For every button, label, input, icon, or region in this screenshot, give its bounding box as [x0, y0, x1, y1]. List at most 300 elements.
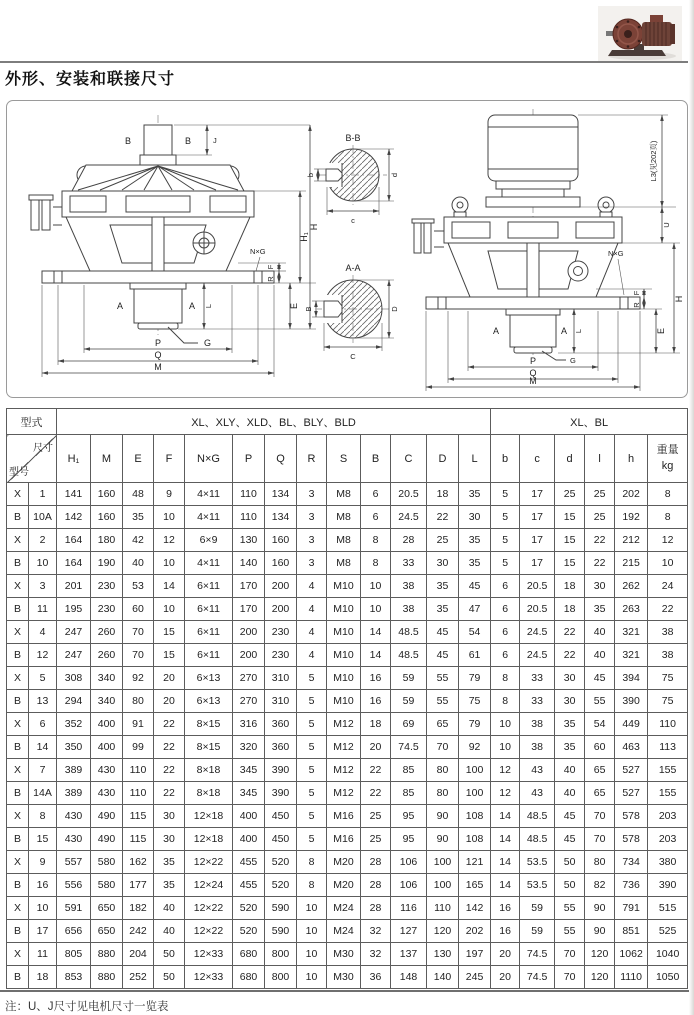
value-cell: 38 — [648, 621, 688, 644]
value-cell: 48 — [123, 483, 154, 506]
value-cell: 5 — [297, 782, 327, 805]
table-row — [7, 920, 688, 943]
value-cell: 48.5 — [520, 805, 555, 828]
section-title-bb: B-B — [345, 133, 361, 143]
value-cell: 200 — [233, 644, 265, 667]
value-cell: 263 — [615, 598, 648, 621]
value-cell: 390 — [265, 782, 297, 805]
table-row — [7, 782, 688, 805]
value-cell: 28 — [391, 529, 427, 552]
group-header-xlbl: XL、BL — [491, 409, 688, 435]
value-cell: 390 — [265, 759, 297, 782]
value-cell: M12 — [327, 713, 361, 736]
value-cell: 400 — [233, 828, 265, 851]
value-cell: 590 — [265, 897, 297, 920]
column-header-11: D — [427, 435, 459, 483]
series-cell: B — [7, 690, 29, 713]
value-cell: 59 — [520, 897, 555, 920]
value-cell: 92 — [459, 736, 491, 759]
value-cell: 6 — [491, 575, 520, 598]
value-cell: M8 — [327, 506, 361, 529]
value-cell: 10 — [297, 920, 327, 943]
size-cell: 14A — [29, 782, 57, 805]
value-cell: 120 — [585, 966, 615, 989]
value-cell: 30 — [154, 805, 185, 828]
value-cell: 1110 — [615, 966, 648, 989]
value-cell: 3 — [297, 552, 327, 575]
value-cell: M20 — [327, 874, 361, 897]
value-cell: 30 — [154, 828, 185, 851]
series-cell: B — [7, 874, 29, 897]
value-cell: 200 — [265, 598, 297, 621]
left-elevation-view — [29, 115, 319, 377]
value-cell: 38 — [520, 713, 555, 736]
dim-label-E: E — [656, 327, 666, 335]
value-cell: M10 — [327, 598, 361, 621]
value-cell: 55 — [555, 897, 585, 920]
value-cell: 53 — [123, 575, 154, 598]
value-cell: 8 — [648, 506, 688, 529]
table-row — [7, 575, 688, 598]
value-cell: 95 — [391, 805, 427, 828]
value-cell: 316 — [233, 713, 265, 736]
dim-label-F: F — [266, 264, 275, 270]
value-cell: 195 — [57, 598, 91, 621]
section-title-aa: A-A — [345, 263, 361, 273]
value-cell: 38 — [648, 644, 688, 667]
value-cell: 110 — [233, 506, 265, 529]
value-cell: M10 — [327, 621, 361, 644]
table-body — [7, 483, 688, 989]
value-cell: 15 — [555, 529, 585, 552]
dim-label-U: U — [662, 222, 671, 228]
value-cell: 394 — [615, 667, 648, 690]
value-cell: M8 — [327, 552, 361, 575]
weight-header — [648, 435, 688, 483]
value-cell: 321 — [615, 621, 648, 644]
group-header-main: XL、XLY、XLD、BL、BLY、BLD — [57, 409, 491, 435]
value-cell: 50 — [154, 966, 185, 989]
value-cell: 197 — [459, 943, 491, 966]
value-cell: M10 — [327, 644, 361, 667]
value-cell: 70 — [123, 644, 154, 667]
value-cell: 60 — [585, 736, 615, 759]
value-cell: 43 — [520, 782, 555, 805]
value-cell: 79 — [459, 713, 491, 736]
value-cell: 100 — [459, 759, 491, 782]
value-cell: M24 — [327, 897, 361, 920]
value-cell: 148 — [391, 966, 427, 989]
size-cell: 6 — [29, 713, 57, 736]
value-cell: 25 — [427, 529, 459, 552]
value-cell: 16 — [361, 667, 391, 690]
value-cell: 74.5 — [520, 943, 555, 966]
value-cell: 22 — [154, 736, 185, 759]
value-cell: 142 — [57, 506, 91, 529]
value-cell: 360 — [265, 713, 297, 736]
dim-label-P: P — [154, 338, 162, 348]
dim-label-L: L — [574, 328, 583, 334]
value-cell: 40 — [555, 759, 585, 782]
value-cell: 32 — [361, 943, 391, 966]
value-cell: 430 — [57, 805, 91, 828]
value-cell: 40 — [585, 644, 615, 667]
value-cell: 8 — [361, 529, 391, 552]
value-cell: 5 — [297, 805, 327, 828]
value-cell: 200 — [265, 575, 297, 598]
column-header-15: d — [555, 435, 585, 483]
value-cell: 190 — [91, 552, 123, 575]
value-cell: 35 — [427, 575, 459, 598]
value-cell: 791 — [615, 897, 648, 920]
value-cell: 25 — [555, 483, 585, 506]
corner-cell — [7, 435, 57, 483]
corner-size-label: 尺寸 — [33, 443, 53, 454]
value-cell: 18 — [427, 483, 459, 506]
value-cell: 45 — [427, 644, 459, 667]
value-cell: 260 — [91, 621, 123, 644]
value-cell: 130 — [427, 943, 459, 966]
value-cell: 17 — [520, 483, 555, 506]
value-cell: M24 — [327, 920, 361, 943]
dim-label-R: R — [266, 276, 275, 282]
value-cell: 527 — [615, 759, 648, 782]
value-cell: 6×13 — [185, 667, 233, 690]
value-cell: 18 — [555, 598, 585, 621]
value-cell: 12 — [648, 529, 688, 552]
size-cell: 11 — [29, 943, 57, 966]
value-cell: 400 — [91, 713, 123, 736]
value-cell: 38 — [391, 575, 427, 598]
value-cell: 90 — [427, 828, 459, 851]
value-cell: 33 — [391, 552, 427, 575]
value-cell: 203 — [648, 828, 688, 851]
size-cell: 8 — [29, 805, 57, 828]
size-cell: 15 — [29, 828, 57, 851]
value-cell: 20 — [154, 690, 185, 713]
value-cell: 6 — [361, 506, 391, 529]
value-cell: 650 — [91, 920, 123, 943]
value-cell: 54 — [459, 621, 491, 644]
size-cell: 11 — [29, 598, 57, 621]
value-cell: 162 — [123, 851, 154, 874]
value-cell: 10 — [297, 966, 327, 989]
value-cell: 345 — [233, 782, 265, 805]
value-cell: 880 — [91, 966, 123, 989]
page-title: 外形、安装和联接尺寸 — [5, 71, 176, 88]
value-cell: 90 — [585, 897, 615, 920]
value-cell: 170 — [233, 575, 265, 598]
value-cell: 120 — [585, 943, 615, 966]
value-cell: 22 — [361, 759, 391, 782]
value-cell: 140 — [427, 966, 459, 989]
value-cell: 160 — [265, 552, 297, 575]
value-cell: 389 — [57, 782, 91, 805]
dim-label-B: B — [124, 136, 132, 146]
value-cell: 10 — [648, 552, 688, 575]
value-cell: 192 — [615, 506, 648, 529]
value-cell: 134 — [265, 483, 297, 506]
value-cell: 10 — [154, 598, 185, 621]
value-cell: 40 — [154, 920, 185, 943]
table-row — [7, 506, 688, 529]
value-cell: 10 — [361, 575, 391, 598]
value-cell: 22 — [585, 529, 615, 552]
series-cell: B — [7, 644, 29, 667]
value-cell: 108 — [459, 828, 491, 851]
value-cell: 8×18 — [185, 759, 233, 782]
value-cell: 320 — [233, 736, 265, 759]
series-cell: X — [7, 713, 29, 736]
value-cell: 45 — [427, 621, 459, 644]
value-cell: 252 — [123, 966, 154, 989]
value-cell: 16 — [491, 920, 520, 943]
series-cell: X — [7, 851, 29, 874]
value-cell: 35 — [459, 552, 491, 575]
table-row — [7, 598, 688, 621]
value-cell: 352 — [57, 713, 91, 736]
value-cell: 557 — [57, 851, 91, 874]
value-cell: 6 — [361, 483, 391, 506]
value-cell: 14 — [491, 828, 520, 851]
value-cell: 80 — [427, 782, 459, 805]
value-cell: 164 — [57, 529, 91, 552]
value-cell: 490 — [91, 805, 123, 828]
value-cell: 70 — [427, 736, 459, 759]
dim-label-H: H — [674, 295, 684, 303]
value-cell: 520 — [265, 851, 297, 874]
value-cell: 800 — [265, 943, 297, 966]
table-row — [7, 690, 688, 713]
corner-model-label: 型号 — [9, 467, 29, 478]
value-cell: 20.5 — [520, 598, 555, 621]
dim-label-C: C — [350, 352, 356, 361]
value-cell: 45 — [555, 805, 585, 828]
value-cell: 160 — [91, 506, 123, 529]
value-cell: 12×33 — [185, 966, 233, 989]
value-cell: 202 — [615, 483, 648, 506]
value-cell: 106 — [391, 851, 427, 874]
value-cell: M16 — [327, 805, 361, 828]
value-cell: 142 — [459, 897, 491, 920]
value-cell: 160 — [265, 529, 297, 552]
value-cell: 800 — [265, 966, 297, 989]
value-cell: 165 — [459, 874, 491, 897]
value-cell: 92 — [123, 667, 154, 690]
value-cell: 8 — [648, 483, 688, 506]
value-cell: 400 — [91, 736, 123, 759]
column-header-2: E — [123, 435, 154, 483]
value-cell: 90 — [585, 920, 615, 943]
value-cell: 851 — [615, 920, 648, 943]
value-cell: 17 — [520, 506, 555, 529]
value-cell: 95 — [391, 828, 427, 851]
series-cell: X — [7, 667, 29, 690]
value-cell: 230 — [265, 644, 297, 667]
table-row — [7, 644, 688, 667]
table-row — [7, 874, 688, 897]
value-cell: 85 — [391, 782, 427, 805]
value-cell: 55 — [555, 920, 585, 943]
value-cell: 310 — [265, 690, 297, 713]
dim-label-A: A — [492, 326, 500, 336]
value-cell: 110 — [233, 483, 265, 506]
value-cell: 8 — [297, 874, 327, 897]
value-cell: 400 — [233, 805, 265, 828]
value-cell: 14 — [154, 575, 185, 598]
value-cell: 43 — [520, 759, 555, 782]
column-header-17: h — [615, 435, 648, 483]
value-cell: 54 — [585, 713, 615, 736]
value-cell: 8 — [491, 690, 520, 713]
value-cell: 35 — [555, 713, 585, 736]
value-cell: 230 — [91, 598, 123, 621]
value-cell: M10 — [327, 667, 361, 690]
value-cell: 5 — [297, 759, 327, 782]
value-cell: 38 — [391, 598, 427, 621]
value-cell: 53.5 — [520, 851, 555, 874]
right-elevation-view — [412, 109, 684, 391]
value-cell: 25 — [361, 805, 391, 828]
dim-label-H1: H₁ — [299, 232, 309, 242]
value-cell: 127 — [391, 920, 427, 943]
drawing-panel — [6, 100, 688, 398]
value-cell: 141 — [57, 483, 91, 506]
value-cell: 5 — [491, 529, 520, 552]
value-cell: 18 — [361, 713, 391, 736]
dim-label-P: P — [529, 356, 537, 366]
value-cell: 202 — [459, 920, 491, 943]
value-cell: 80 — [123, 690, 154, 713]
dim-label-M: M — [154, 362, 162, 372]
gearmotor-photo — [598, 6, 682, 62]
value-cell: 345 — [233, 759, 265, 782]
value-cell: 99 — [123, 736, 154, 759]
value-cell: 108 — [459, 805, 491, 828]
value-cell: 5 — [491, 552, 520, 575]
value-cell: 45 — [555, 828, 585, 851]
dim-label-G: G — [204, 338, 212, 348]
value-cell: 14 — [361, 644, 391, 667]
value-cell: M30 — [327, 966, 361, 989]
value-cell: 390 — [615, 690, 648, 713]
value-cell: 47 — [459, 598, 491, 621]
value-cell: 270 — [233, 690, 265, 713]
value-cell: 260 — [91, 644, 123, 667]
value-cell: 35 — [585, 598, 615, 621]
series-cell: B — [7, 966, 29, 989]
size-cell: 17 — [29, 920, 57, 943]
value-cell: 160 — [91, 483, 123, 506]
series-cell: X — [7, 529, 29, 552]
value-cell: 390 — [648, 874, 688, 897]
value-cell: 340 — [91, 690, 123, 713]
group-header-row — [7, 409, 688, 435]
value-cell: 28 — [361, 874, 391, 897]
table-row — [7, 529, 688, 552]
page-edge-shadow — [689, 0, 694, 1015]
value-cell: 115 — [123, 805, 154, 828]
value-cell: 59 — [520, 920, 555, 943]
value-cell: 24.5 — [520, 644, 555, 667]
value-cell: 650 — [91, 897, 123, 920]
dim-label-Q: Q — [154, 350, 162, 360]
value-cell: 116 — [391, 897, 427, 920]
value-cell: 12×18 — [185, 805, 233, 828]
value-cell: 69 — [391, 713, 427, 736]
value-cell: 4 — [297, 598, 327, 621]
table-row — [7, 851, 688, 874]
value-cell: 580 — [91, 851, 123, 874]
weight-header-line1: 重量 — [656, 444, 679, 457]
value-cell: 30 — [585, 575, 615, 598]
size-cell: 10A — [29, 506, 57, 529]
value-cell: 6×11 — [185, 644, 233, 667]
value-cell: 1040 — [648, 943, 688, 966]
value-cell: 12×22 — [185, 851, 233, 874]
value-cell: 35 — [459, 529, 491, 552]
value-cell: 18 — [555, 575, 585, 598]
value-cell: 9 — [154, 483, 185, 506]
value-cell: 70 — [585, 828, 615, 851]
value-cell: 4 — [297, 644, 327, 667]
value-cell: 463 — [615, 736, 648, 759]
value-cell: 3 — [297, 483, 327, 506]
value-cell: 115 — [123, 828, 154, 851]
value-cell: 578 — [615, 828, 648, 851]
value-cell: 55 — [585, 690, 615, 713]
value-cell: 70 — [123, 621, 154, 644]
value-cell: 30 — [555, 690, 585, 713]
value-cell: 449 — [615, 713, 648, 736]
value-cell: 82 — [585, 874, 615, 897]
value-cell: 8×18 — [185, 782, 233, 805]
table-row — [7, 943, 688, 966]
dim-label-Q: Q — [529, 368, 537, 378]
value-cell: 15 — [555, 506, 585, 529]
value-cell: 8×15 — [185, 736, 233, 759]
value-cell: 40 — [123, 552, 154, 575]
value-cell: 215 — [615, 552, 648, 575]
value-cell: 40 — [555, 782, 585, 805]
value-cell: 177 — [123, 874, 154, 897]
size-cell: 16 — [29, 874, 57, 897]
value-cell: 75 — [648, 690, 688, 713]
value-cell: 59 — [391, 667, 427, 690]
value-cell: 22 — [154, 759, 185, 782]
value-cell: 22 — [361, 782, 391, 805]
dim-label-c: c — [351, 216, 355, 225]
value-cell: 680 — [233, 943, 265, 966]
value-cell: 22 — [427, 506, 459, 529]
value-cell: 22 — [648, 598, 688, 621]
value-cell: 10 — [361, 598, 391, 621]
value-cell: 170 — [233, 598, 265, 621]
value-cell: 455 — [233, 851, 265, 874]
column-header-14: c — [520, 435, 555, 483]
value-cell: 24.5 — [391, 506, 427, 529]
series-cell: X — [7, 943, 29, 966]
value-cell: 8 — [297, 851, 327, 874]
value-cell: 591 — [57, 897, 91, 920]
value-cell: 3 — [297, 506, 327, 529]
value-cell: 100 — [459, 782, 491, 805]
column-header-10: C — [391, 435, 427, 483]
value-cell: 30 — [427, 552, 459, 575]
value-cell: 33 — [520, 667, 555, 690]
value-cell: 61 — [459, 644, 491, 667]
size-cell: 1 — [29, 483, 57, 506]
